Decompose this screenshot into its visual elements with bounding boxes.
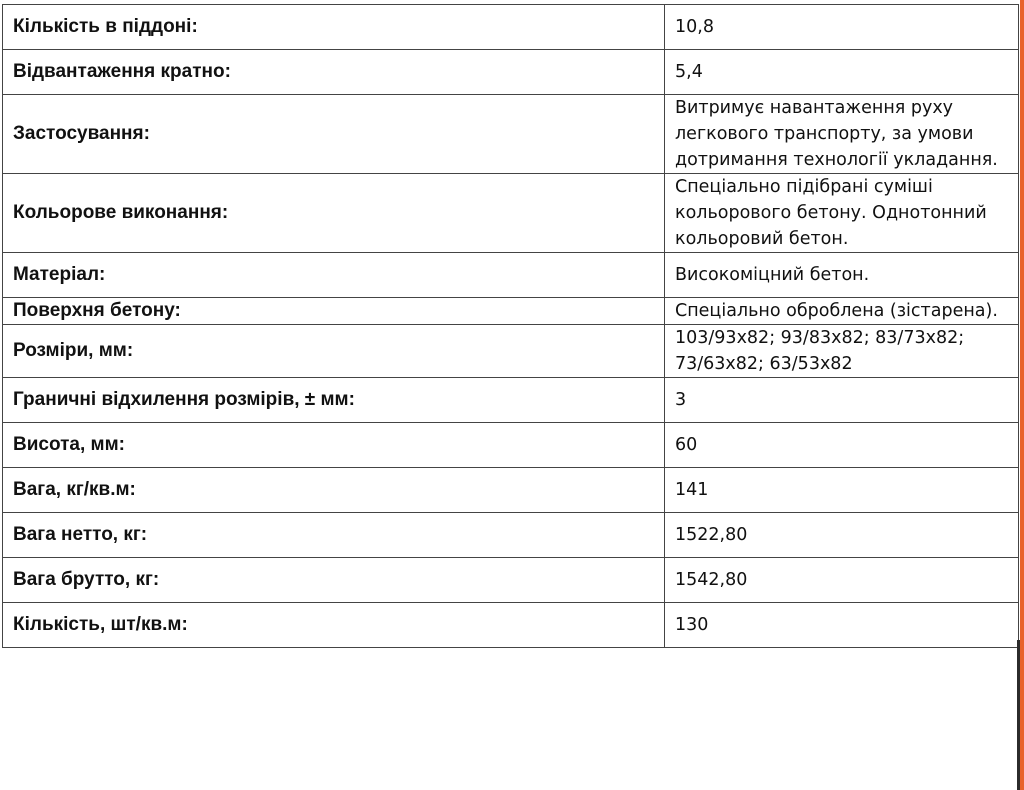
spec-value: Високоміцний бетон.	[665, 253, 1019, 298]
spec-value: Спеціально підібрані суміші кольорового бетону. Однотонний кольоровий бетон.	[665, 174, 1019, 253]
spec-value: 1522,80	[665, 513, 1019, 558]
spec-label: Матеріал:	[3, 253, 665, 298]
spec-value: 10,8	[665, 5, 1019, 50]
spec-label: Вага брутто, кг:	[3, 558, 665, 603]
table-row	[3, 298, 1019, 325]
spec-value: 141	[665, 468, 1019, 513]
table-row	[3, 50, 1019, 95]
spec-label: Вага, кг/кв.м:	[3, 468, 665, 513]
spec-label: Граничні відхилення розмірів, ± мм:	[3, 378, 665, 423]
spec-label: Кількість в піддоні:	[3, 5, 665, 50]
accent-edge-bar	[1020, 0, 1024, 790]
spec-value: 5,4	[665, 50, 1019, 95]
spec-label: Застосування:	[3, 95, 665, 174]
specifications-table	[2, 4, 1019, 648]
table-row	[3, 558, 1019, 603]
spec-label: Відвантаження кратно:	[3, 50, 665, 95]
spec-label: Кольорове виконання:	[3, 174, 665, 253]
spec-label: Поверхня бетону:	[3, 298, 665, 325]
spec-value: 130	[665, 603, 1019, 648]
table-row	[3, 378, 1019, 423]
spec-value: Витримує навантаження руху легкового транспорту, за умови дотримання технології укладання.	[665, 95, 1019, 174]
table-row	[3, 325, 1019, 378]
table-row	[3, 5, 1019, 50]
spec-label: Кількість, шт/кв.м:	[3, 603, 665, 648]
table-row	[3, 468, 1019, 513]
spec-value: 3	[665, 378, 1019, 423]
spec-label: Висота, мм:	[3, 423, 665, 468]
spec-label: Розміри, мм:	[3, 325, 665, 378]
table-row	[3, 174, 1019, 253]
table-row	[3, 423, 1019, 468]
spec-value: 60	[665, 423, 1019, 468]
spec-value: Спеціально оброблена (зістарена).	[665, 298, 1019, 325]
table-row	[3, 513, 1019, 558]
spec-label: Вага нетто, кг:	[3, 513, 665, 558]
spec-value: 103/93х82; 93/83х82; 83/73х82; 73/63х82; 63/53х82	[665, 325, 1019, 378]
spec-value: 1542,80	[665, 558, 1019, 603]
table-row	[3, 603, 1019, 648]
table-row	[3, 253, 1019, 298]
table-row	[3, 95, 1019, 174]
